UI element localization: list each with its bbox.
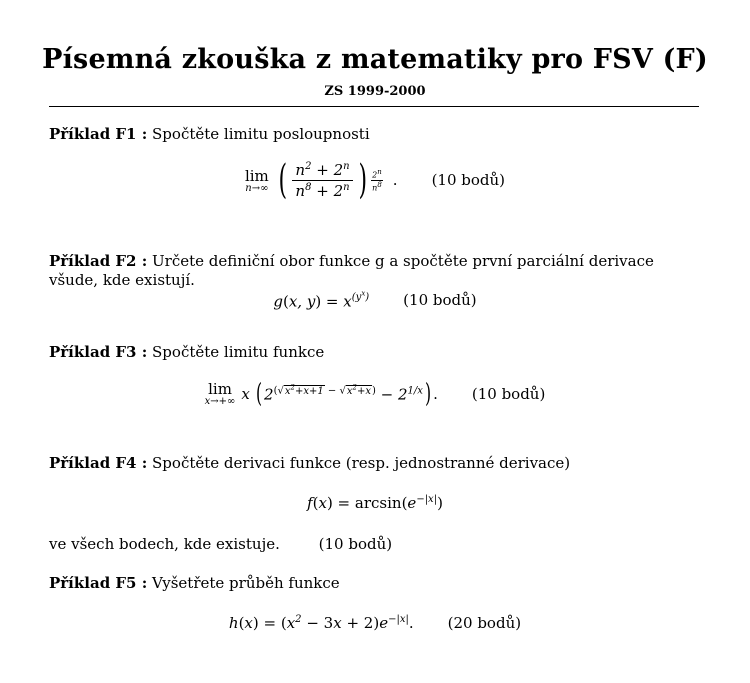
- problem-f2-label: Příklad F2 :: [49, 252, 148, 270]
- problem-f3-points: (10 bodů): [471, 384, 546, 403]
- problem-f5-points: (20 bodů): [447, 614, 522, 632]
- problem-f5-label: Příklad F5 :: [49, 574, 148, 592]
- problem-f1-text: Spočtěte limitu posloupnosti: [152, 125, 370, 143]
- title-divider: [49, 106, 699, 107]
- problem-f4-label: Příklad F4 :: [49, 454, 148, 472]
- problem-f1-points: (10 bodů): [431, 171, 506, 189]
- problem-f2-points: (10 bodů): [403, 291, 477, 310]
- problem-f2-text: Určete definiční obor funkce g a spočtěte první parciální derivace všude, kde existují.: [49, 252, 654, 289]
- problem-f3-statement: [49, 343, 699, 362]
- problem-f2-formula: g(x, $y) = x^{(y^x)}$ (10 bodů): [273, 290, 477, 311]
- problem-f3-formula: lim x→+∞ x ( $2^{(√x^2+x+1 - √x^2+x)} - 2^{1/x}$ ) . (10 bodů): [204, 378, 546, 409]
- problem-f4-text: Spočtěte derivaci funkce (resp. jednostranné derivace): [152, 454, 571, 472]
- problem-f4-formula: $f(x) = \arcsin(e^{-|x|})$: [307, 494, 443, 512]
- page-title: Písemná zkouška z matematiky pro FSV (F): [42, 44, 708, 75]
- problem-f5-text: Vyšetřete průběh funkce: [152, 574, 340, 592]
- problem-f3-text: Spočtěte limitu funkce: [152, 343, 325, 361]
- problem-f4-continuation: [49, 535, 699, 554]
- page-subtitle: ZS 1999-2000: [324, 84, 426, 99]
- problem-f1-formula: lim n→∞ ( $\frac{n^2 + 2^n}{n^8 + 2^n}$ ) $\frac{2^n}{n^8}$ . (10 bodů): [244, 157, 506, 203]
- problem-f2-statement: [49, 252, 699, 290]
- problem-f4-points: (10 bodů): [318, 535, 393, 553]
- problem-f5-statement: [49, 574, 699, 593]
- problem-f3-label: Příklad F3 :: [49, 343, 148, 361]
- problem-f1-statement: [49, 125, 699, 144]
- problem-f4-after: ve všech bodech, kde existuje.: [49, 535, 280, 553]
- problem-f5-formula: $h(x) = (x^2 - 3x + 2)e^{-|x|}$. (20 bodů): [228, 614, 522, 632]
- problem-f1-label: Příklad F1 :: [49, 125, 148, 143]
- problem-f4-statement: [49, 454, 699, 473]
